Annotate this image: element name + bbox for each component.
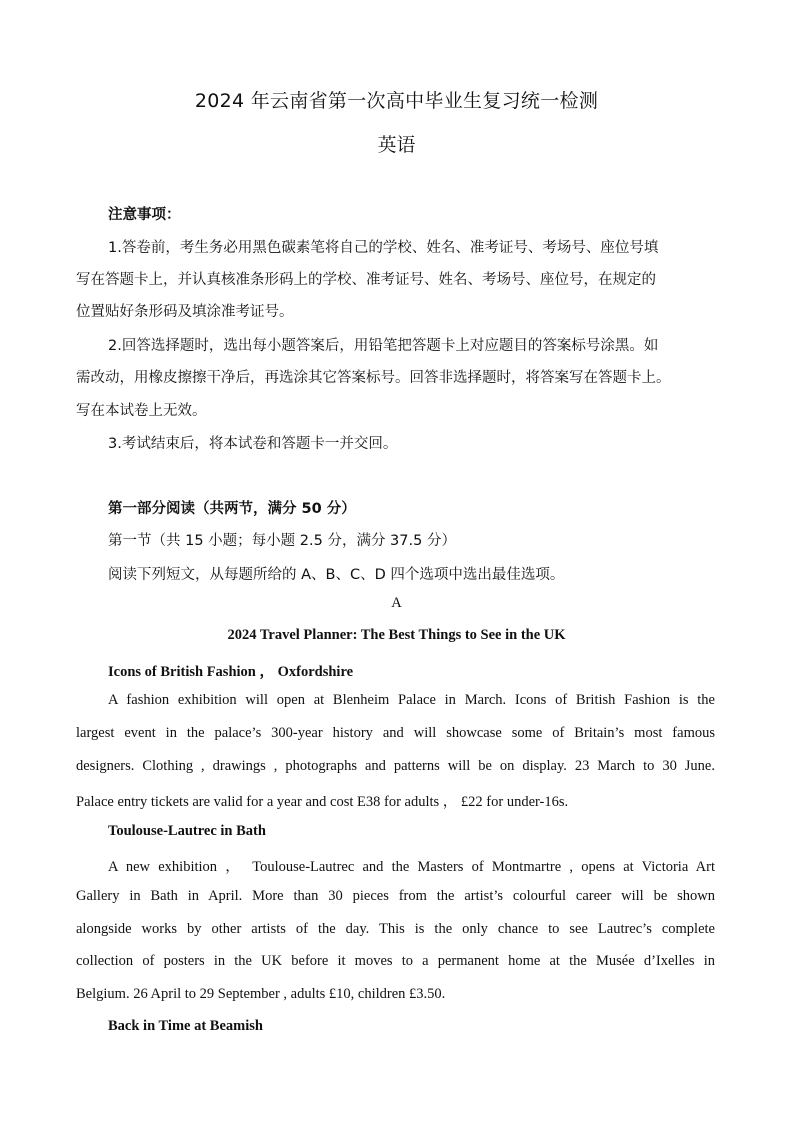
notice-line: 写在本试卷上无效。 [76, 403, 207, 419]
paragraph-line: A fashion exhibition will open at Blenheim Palace in March. Icons of British Fashion is the [108, 692, 715, 708]
notice-line: 3.考试结束后，将本试卷和答题卡一并交回。 [108, 436, 398, 452]
notice-line: 2.回答选择题时，选出每小题答案后，用铅笔把答题卡上对应题目的答案标号涂黑。如 [108, 338, 659, 354]
notice-line: 1.答卷前，考生务必用黑色碳素笔将自己的学校、姓名、准考证号、考场号、座位号填 [108, 240, 659, 256]
passage-title: 2024 Travel Planner: The Best Things to See in the UK [227, 627, 566, 643]
item-heading: Toulouse-Lautrec in Bath [108, 823, 266, 839]
notice-line: 需改动，用橡皮擦擦干净后，再选涂其它答案标号。回答非选择题时，将答案写在答题卡上。 [76, 370, 671, 386]
part-heading: 第一部分阅读（共两节，满分 50 分） [108, 501, 356, 517]
section-heading: 第一节（共 15 小题；每小题 2.5 分，满分 37.5 分） [108, 533, 456, 549]
paragraph-line: Gallery in Bath in April. More than 30 pieces from the artist’s colourful career will be shown [76, 888, 715, 904]
instruction-text: 阅读下列短文，从每题所给的 A、B、C、D 四个选项中选出最佳选项。 [108, 567, 565, 583]
notice-line: 位置贴好条形码及填涂准考证号。 [76, 304, 294, 320]
paragraph-line: largest event in the palace’s 300-year history and will showcase some of Britain’s most famous [76, 725, 715, 741]
passage-label: A [391, 595, 402, 611]
paragraph-line: Belgium. 26 April to 29 September , adults £10, children £3.50. [76, 986, 446, 1002]
paragraph-line: alongside works by other artists of the day. This is the only chance to see Lautrec’s complete [76, 921, 715, 937]
paragraph-line: designers. Clothing , drawings , photographs and patterns will be on display. 23 March to 30 June. [76, 758, 715, 774]
paragraph-line: collection of posters in the UK before it moves to a permanent home at the Musée d’Ixelles in [76, 953, 715, 969]
paragraph-line: Palace entry tickets are valid for a year and cost E38 for adults ， £22 for under-16s. [76, 794, 569, 810]
notice-line: 写在答题卡上，并认真核准条形码上的学校、准考证号、姓名、考场号、座位号，在规定的 [76, 272, 656, 288]
item-heading: Icons of British Fashion ， Oxfordshire [108, 664, 354, 680]
paragraph-line: A new exhibition ， Toulouse-Lautrec and the Masters of Montmartre , opens at Victoria Art [108, 859, 715, 875]
exam-title: 2024 年云南省第一次高中毕业生复习统一检测 [194, 90, 599, 112]
item-heading: Back in Time at Beamish [108, 1018, 263, 1034]
notice-heading: 注意事项： [108, 207, 181, 223]
exam-subject: 英语 [377, 134, 416, 156]
